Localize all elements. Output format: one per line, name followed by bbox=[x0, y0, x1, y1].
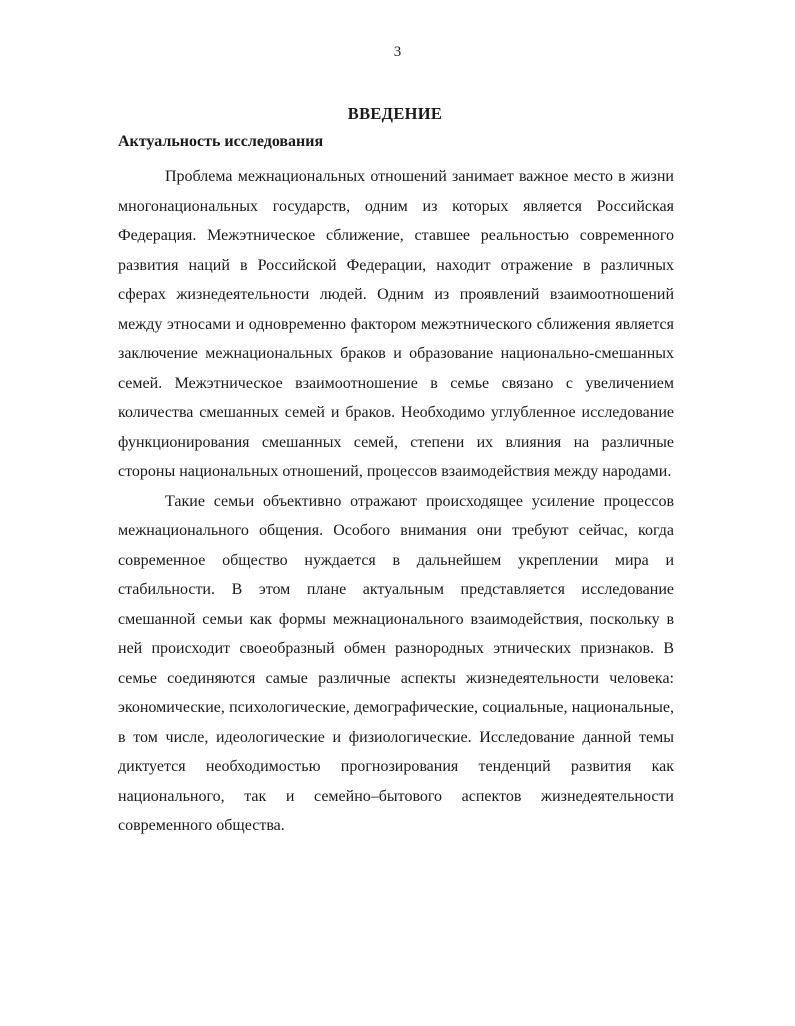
page-number: 3 bbox=[393, 44, 402, 60]
body-text bbox=[118, 162, 674, 841]
paragraph-1: Проблема межнациональных отношений занимает важное место в жизни многонациональных государств, одним из которых является Российская Федерация. Межэтническое сближение, ставшее реальностью современного развития наций в Российской Федерации, находит отражение в различных сферах жизнедеятельности людей. Одним из проявлений взаимоотношений между этносами и одновременно фактором межэтнического сближения является заключение межнациональных браков и образование национально-смешанных семей. Межэтническое взаимоотношение в семье связано с увеличением количества смешанных семей и браков. Необходимо углубленное исследование функционирования смешанных семей, степени их влияния на различные стороны национальных отношений, процессов взаимодействия между народами. bbox=[118, 168, 674, 480]
paragraph-2: Такие семьи объективно отражают происходящее усиление процессов межнационального общения. Особого внимания они требуют сейчас, когда современное общество нуждается в дальнейшем укреплении мира и стабильности. В этом плане актуальным представляется исследование смешанной семьи как формы межнационального взаимодействия, поскольку в ней происходит своеобразный обмен разнородных этнических признаков. В семье соединяются самые различные аспекты жизнедеятельности человека: экономические, психологические, демографические, социальные, национальные, в том числе, идеологические и физиологические. Исследование данной темы диктуется необходимостью прогнозирования тенденций развития как национального, так и семейно–бытового аспектов жизнедеятельности современного общества. bbox=[118, 492, 674, 834]
section-subheading: Актуальность исследования bbox=[118, 133, 324, 150]
page-title: ВВЕДЕНИЕ bbox=[347, 104, 443, 123]
